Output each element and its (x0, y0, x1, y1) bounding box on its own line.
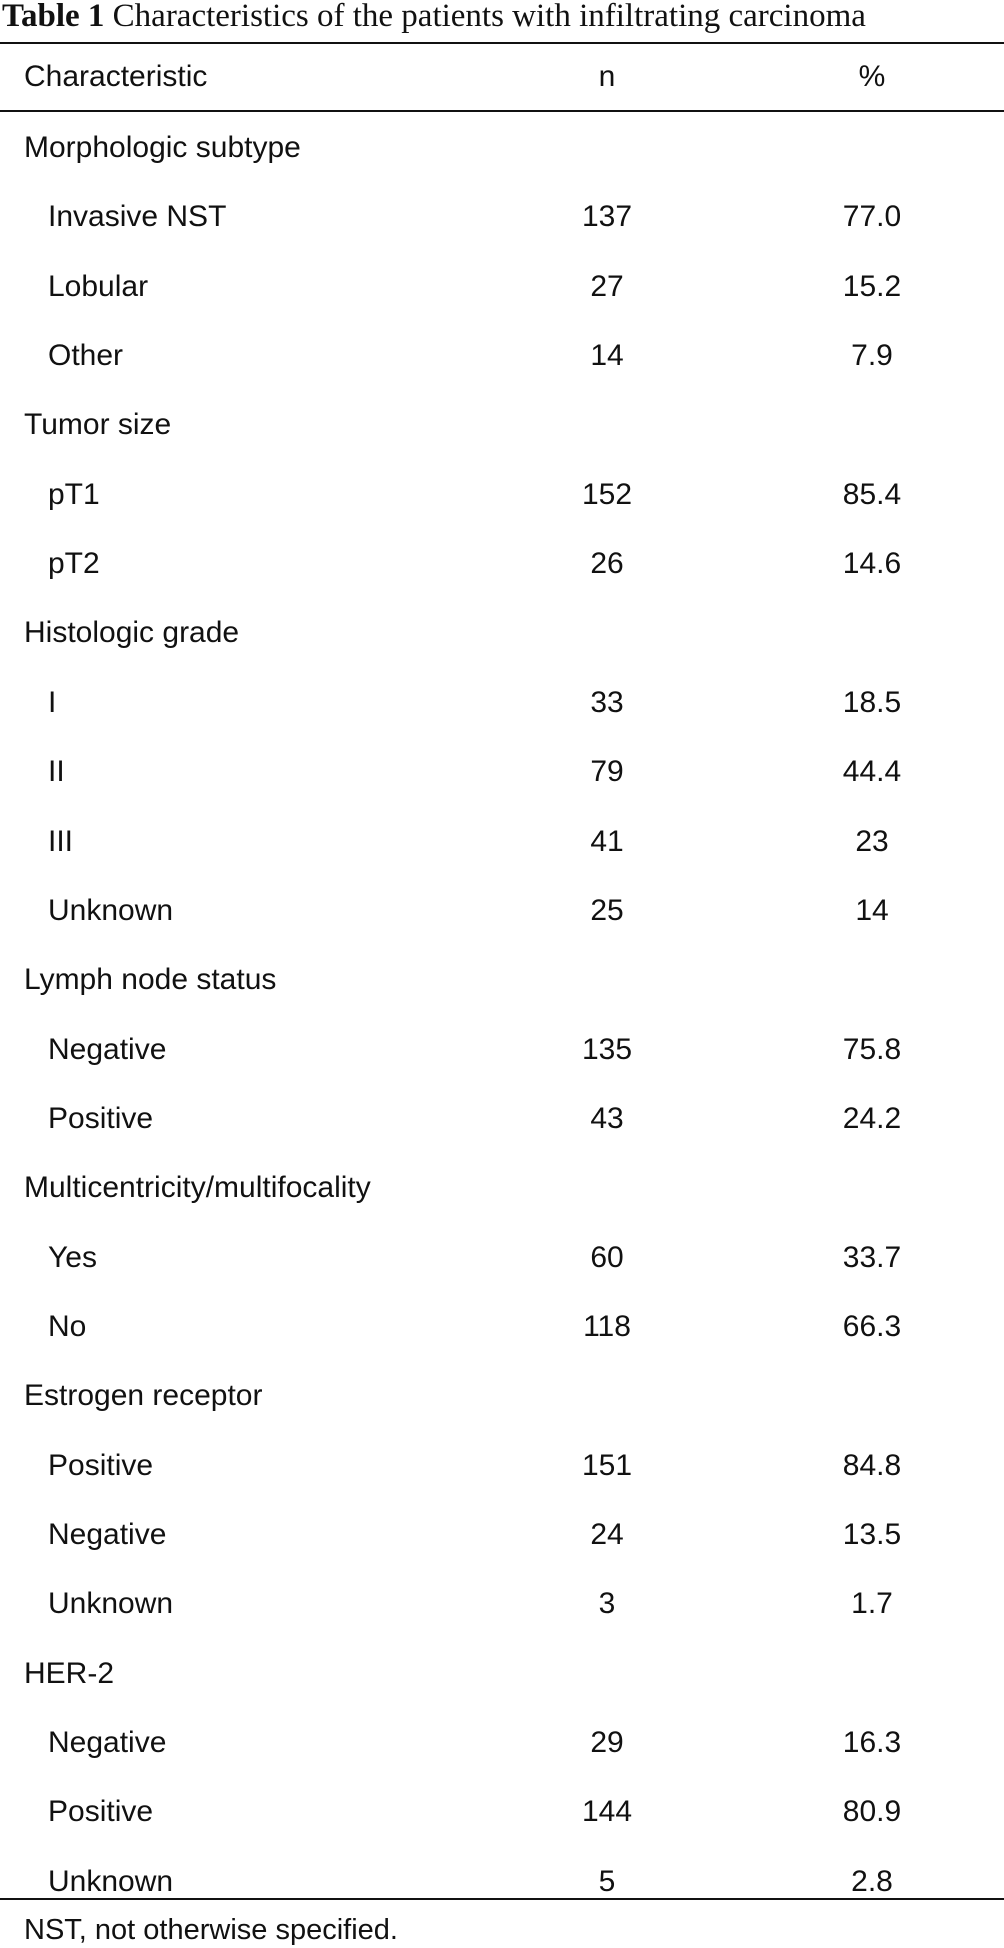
row-n-value: 41 (590, 824, 624, 858)
row-percent-value: 77.0 (842, 200, 902, 234)
row-percent-value (822, 113, 922, 182)
group-label: Lymph node status (24, 963, 277, 997)
table-row (0, 252, 1004, 321)
group-label: HER-2 (24, 1656, 115, 1690)
row-label: II (48, 755, 65, 789)
row-percent-value (822, 945, 922, 1014)
group-label: Tumor size (24, 408, 172, 442)
row-label: Positive (48, 1795, 154, 1829)
row-percent-value: 16.3 (842, 1726, 902, 1760)
table-row (0, 1015, 1004, 1084)
row-percent-value: 13.5 (842, 1518, 902, 1551)
row-percent-value: 15.2 (842, 269, 902, 303)
table-group-row (0, 390, 1004, 459)
row-n-value: 3 (598, 1587, 616, 1621)
row-n-value: 5 (598, 1864, 616, 1898)
row-label: Unknown (48, 1587, 174, 1621)
row-n-value: 152 (581, 477, 633, 511)
row-label: pT2 (48, 547, 100, 581)
row-n-value (557, 113, 657, 182)
header-percent: % (858, 60, 886, 93)
table-row (0, 876, 1004, 945)
row-n-value: 33 (590, 685, 624, 719)
row-n-value (557, 945, 657, 1014)
row-percent-value: 7.9 (851, 339, 893, 373)
row-n-value: 43 (590, 1101, 624, 1135)
table-row (0, 1292, 1004, 1361)
row-percent-value: 18.5 (842, 685, 902, 719)
row-percent-value: 66.3 (842, 1309, 902, 1343)
row-n-value: 144 (581, 1795, 633, 1829)
row-label: Other (48, 339, 124, 373)
row-label: pT1 (48, 477, 100, 511)
row-n-value (557, 1361, 657, 1430)
row-n-value: 25 (590, 893, 624, 927)
table-header-row (0, 43, 1004, 110)
row-percent-value: 23 (855, 824, 889, 858)
row-percent-value: 85.4 (842, 477, 902, 511)
table-row (0, 182, 1004, 251)
table-row (0, 1847, 1004, 1916)
row-percent-value: 1.7 (851, 1587, 893, 1621)
header-characteristic: Characteristic (24, 60, 208, 93)
table-row (0, 460, 1004, 529)
table-group-row (0, 1361, 1004, 1430)
table-row (0, 737, 1004, 806)
row-percent-value: 33.7 (842, 1240, 902, 1274)
table-caption (2, 0, 866, 36)
row-label: No (48, 1309, 87, 1343)
table-group-row (0, 598, 1004, 667)
row-percent-value: 24.2 (842, 1101, 902, 1135)
row-n-value: 27 (590, 269, 624, 303)
row-label: III (48, 824, 74, 858)
row-percent-value (822, 390, 922, 459)
table-row (0, 668, 1004, 737)
row-percent-value: 80.9 (842, 1795, 902, 1829)
table-header-rule (0, 110, 1004, 112)
row-label: Negative (48, 1032, 167, 1066)
row-label: Negative (48, 1726, 167, 1760)
row-percent-value: 14.6 (842, 547, 902, 581)
table-bottom-rule (0, 1898, 1004, 1900)
row-n-value: 29 (590, 1726, 624, 1760)
row-label: Unknown (48, 1864, 174, 1898)
table-row (0, 1708, 1004, 1777)
table-row (0, 1569, 1004, 1638)
table-group-row (0, 945, 1004, 1014)
row-label: Yes (48, 1240, 97, 1274)
row-n-value (557, 598, 657, 667)
table-row (0, 807, 1004, 876)
header-n: n (598, 60, 616, 93)
row-percent-value: 2.8 (851, 1864, 893, 1898)
table-row (0, 529, 1004, 598)
table-row (0, 1500, 1004, 1569)
row-percent-value (822, 1153, 922, 1222)
row-percent-value (822, 1361, 922, 1430)
row-n-value: 60 (590, 1240, 624, 1274)
row-label: Negative (48, 1518, 167, 1551)
row-label: Unknown (48, 893, 174, 927)
row-label: Invasive NST (48, 200, 227, 234)
row-label: Positive (48, 1101, 154, 1135)
table-group-row (0, 1639, 1004, 1708)
row-n-value: 24 (590, 1518, 624, 1551)
table-caption-label: Table 1 (2, 0, 105, 34)
row-percent-value (822, 1639, 922, 1708)
group-label: Morphologic subtype (24, 131, 301, 164)
row-n-value: 135 (581, 1032, 633, 1066)
row-n-value: 26 (590, 547, 624, 581)
row-label: Lobular (48, 269, 149, 303)
table-caption-text: Characteristics of the patients with infiltrating carcinoma (112, 0, 866, 34)
row-label: Positive (48, 1448, 154, 1482)
table-row (0, 1223, 1004, 1292)
row-n-value: 79 (590, 755, 624, 789)
table-row (0, 1431, 1004, 1500)
row-n-value (557, 1153, 657, 1222)
group-label: Multicentricity/multifocality (24, 1171, 371, 1205)
table-group-row (0, 113, 1004, 182)
row-percent-value (822, 598, 922, 667)
row-n-value (557, 1639, 657, 1708)
table-group-row (0, 1153, 1004, 1222)
row-percent-value: 14 (855, 893, 889, 927)
row-percent-value: 84.8 (842, 1448, 902, 1482)
table-row (0, 1777, 1004, 1846)
row-n-value (557, 390, 657, 459)
group-label: Histologic grade (24, 616, 240, 650)
row-percent-value: 75.8 (842, 1032, 902, 1066)
table-footnote: NST, not otherwise specified. (24, 1914, 398, 1946)
row-n-value: 151 (581, 1448, 633, 1482)
row-n-value: 137 (581, 200, 633, 234)
row-percent-value: 44.4 (842, 755, 902, 789)
row-label: I (48, 685, 57, 719)
group-label: Estrogen receptor (24, 1379, 263, 1413)
table-row (0, 321, 1004, 390)
row-n-value: 14 (590, 339, 624, 373)
table-row (0, 1084, 1004, 1153)
row-n-value: 118 (583, 1309, 631, 1343)
